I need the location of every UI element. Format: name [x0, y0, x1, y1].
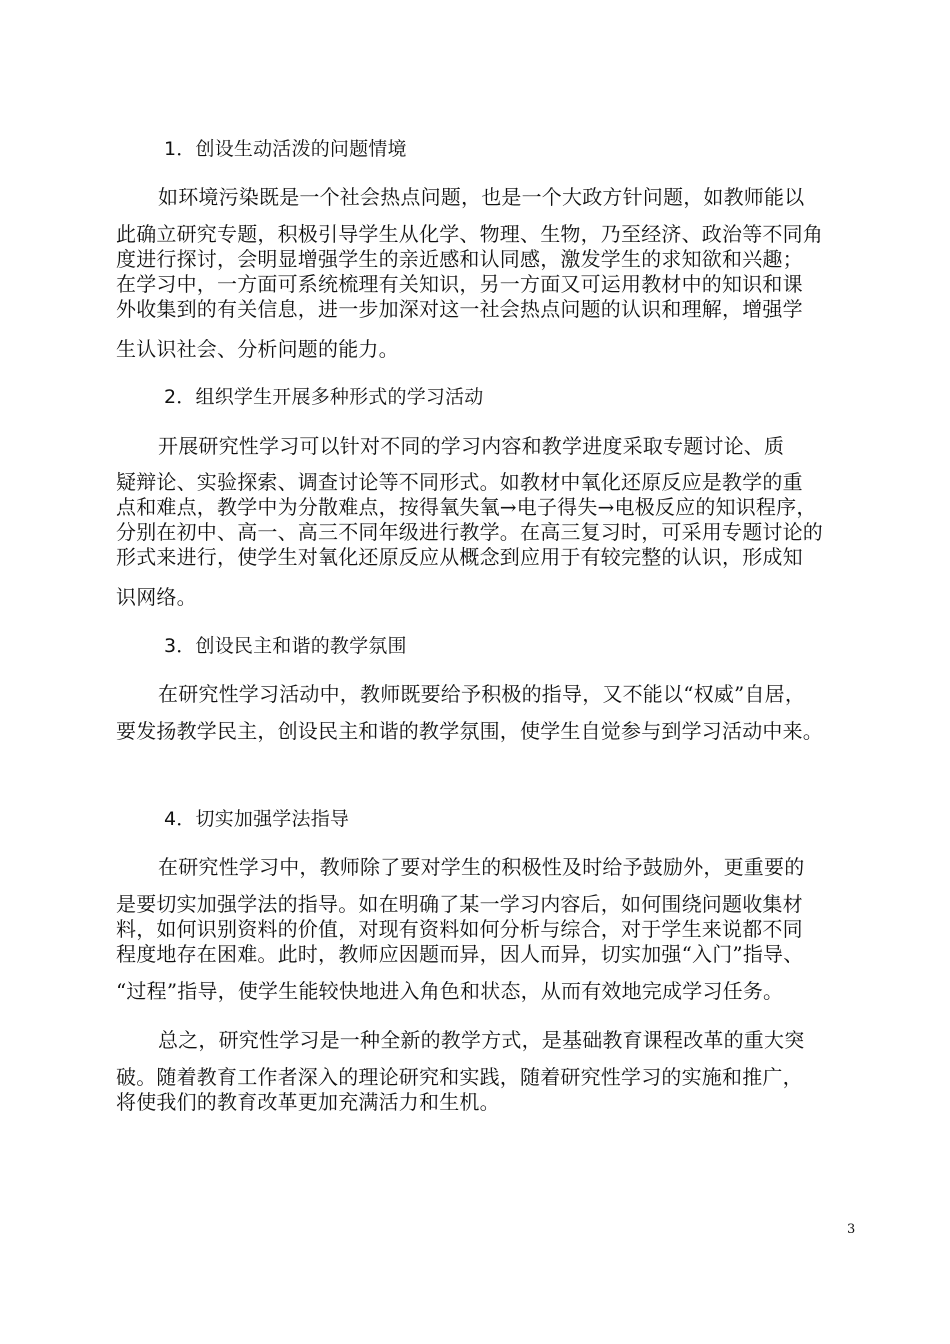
- paragraph-line: 如环境污染既是一个社会热点问题，也是一个大政方针问题，如教师能以: [158, 185, 805, 209]
- conclusion-line: 将使我们的教育改革更加充满活力和生机。: [116, 1090, 500, 1114]
- paragraph-line: 在研究性学习活动中，教师既要给予积极的指导，又不能以“权威”自居，: [158, 682, 806, 706]
- section-heading-4: 4．切实加强学法指导: [164, 808, 350, 830]
- page-number: 3: [847, 1222, 856, 1237]
- conclusion-line: 破。随着教育工作者深入的理论研究和实践，随着研究性学习的实施和推广，: [116, 1065, 803, 1089]
- paragraph-line: 分别在初中、高一、高三不同年级进行教学。在高三复习时，可采用专题讨论的: [116, 520, 823, 544]
- paragraph-line: 度进行探讨，会明显增强学生的亲近感和认同感，激发学生的求知欲和兴趣；: [116, 247, 803, 271]
- paragraph-line: 生认识社会、分析问题的能力。: [116, 337, 399, 361]
- conclusion-line: 总之，研究性学习是一种全新的教学方式，是基础教育课程改革的重大突: [158, 1028, 805, 1052]
- paragraph-line: 在学习中，一方面可系统梳理有关知识，另一方面又可运用教材中的知识和课: [116, 272, 803, 296]
- paragraph-line: “过程”指导，使学生能较快地进入角色和状态，从而有效地完成学习任务。: [116, 979, 784, 1003]
- paragraph-line: 程度地存在困难。此时，教师应因题而异，因人而异，切实加强“入门”指导、: [116, 942, 804, 966]
- paragraph-line: 识网络。: [116, 585, 197, 609]
- section-heading-1: 1．创设生动活泼的问题情境: [164, 138, 407, 160]
- paragraph-line: 料，如何识别资料的价值，对现有资料如何分析与综合，对于学生来说都不同: [116, 917, 803, 941]
- section-heading-3: 3．创设民主和谐的教学氛围: [164, 635, 407, 657]
- paragraph-line: 外收集到的有关信息，进一步加深对这一社会热点问题的认识和理解，增强学: [116, 297, 803, 321]
- paragraph-line: 开展研究性学习可以针对不同的学习内容和教学进度采取专题讨论、质: [158, 434, 785, 458]
- paragraph-line: 要发扬教学民主，创设民主和谐的教学氛围，使学生自觉参与到学习活动中来。: [116, 719, 823, 743]
- paragraph-line: 此确立研究专题，积极引导学生从化学、物理、生物，乃至经济、政治等不同角: [116, 222, 823, 246]
- paragraph-line: 在研究性学习中，教师除了要对学生的积极性及时给予鼓励外，更重要的: [158, 855, 805, 879]
- section-heading-2: 2．组织学生开展多种形式的学习活动: [164, 386, 484, 408]
- paragraph-line: 是要切实加强学法的指导。如在明确了某一学习内容后，如何围绕问题收集材: [116, 892, 803, 916]
- paragraph-line: 形式来进行，使学生对氧化还原反应从概念到应用于有较完整的认识，形成知: [116, 545, 803, 569]
- paragraph-line: 点和难点，教学中为分散难点，按得氧失氧→电子得失→电极反应的知识程序，: [116, 495, 817, 519]
- paragraph-line: 疑辩论、实验探索、调查讨论等不同形式。如教材中氧化还原反应是教学的重: [116, 470, 803, 494]
